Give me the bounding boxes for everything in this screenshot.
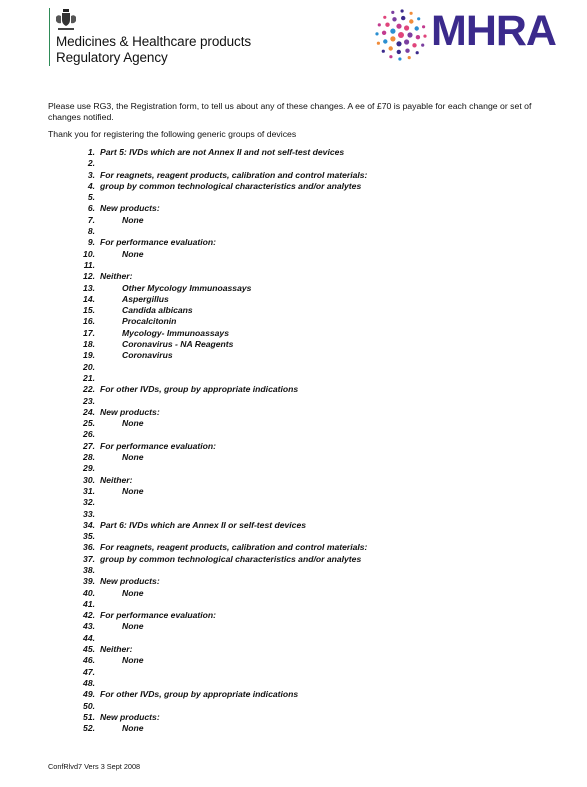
footer-version: ConfRlvd7 Vers 3 Sept 2008 bbox=[48, 762, 141, 771]
royal-coat-of-arms-icon bbox=[54, 8, 78, 32]
list-item-text: For other IVDs, group by appropriate indications bbox=[100, 689, 299, 700]
list-item-text: None bbox=[122, 214, 144, 225]
list-item bbox=[0, 396, 587, 407]
list-item-number: 36. bbox=[83, 542, 95, 553]
logo-dot bbox=[415, 26, 419, 30]
list-item-text: Mycology- Immunoassays bbox=[122, 327, 229, 338]
list-item-text: None bbox=[122, 655, 144, 666]
logo-dot bbox=[383, 16, 386, 19]
list-item-number: 10. bbox=[83, 248, 95, 259]
list-item bbox=[0, 271, 587, 282]
list-item bbox=[0, 305, 587, 316]
list-item bbox=[0, 441, 587, 452]
intro-paragraph: Please use RG3, the Registration form, to tell us about any of these changes. A ee of £70 is payable for each change or set of changes notified. bbox=[48, 101, 532, 122]
list-item bbox=[0, 712, 587, 723]
list-item-text: None bbox=[122, 452, 144, 463]
list-item bbox=[0, 599, 587, 610]
list-item bbox=[0, 723, 587, 734]
logo-dot bbox=[378, 23, 381, 26]
logo-dot bbox=[377, 42, 380, 45]
list-item-number: 51. bbox=[83, 711, 95, 722]
list-item-text: Neither: bbox=[100, 271, 133, 282]
list-item-text: Procalcitonin bbox=[122, 316, 177, 327]
list-item-number: 16. bbox=[83, 316, 95, 327]
list-item bbox=[0, 158, 587, 169]
list-item bbox=[0, 192, 587, 203]
list-item-number: 28. bbox=[83, 452, 95, 463]
list-item bbox=[0, 373, 587, 384]
logo-dot bbox=[405, 49, 409, 53]
list-item bbox=[0, 701, 587, 712]
list-item-number: 21. bbox=[83, 372, 95, 383]
list-item bbox=[0, 531, 587, 542]
list-item bbox=[0, 621, 587, 632]
list-item-number: 24. bbox=[83, 406, 95, 417]
list-item-number: 33. bbox=[83, 508, 95, 519]
list-item-text: Neither: bbox=[100, 644, 133, 655]
list-item-text: Coronavirus bbox=[122, 350, 173, 361]
logo-dot bbox=[416, 35, 420, 39]
logo-dot bbox=[398, 57, 401, 60]
list-item bbox=[0, 463, 587, 474]
list-item-number: 2. bbox=[87, 158, 95, 169]
list-item bbox=[0, 294, 587, 305]
list-item bbox=[0, 418, 587, 429]
list-item-number: 22. bbox=[83, 384, 95, 395]
list-item-number: 13. bbox=[83, 282, 95, 293]
list-item-number: 18. bbox=[83, 339, 95, 350]
list-item bbox=[0, 554, 587, 565]
list-item-text: group by common technological characteristics and/or analytes bbox=[100, 180, 362, 191]
list-item-number: 27. bbox=[83, 440, 95, 451]
logo-dot bbox=[382, 50, 385, 53]
logo-dot bbox=[423, 35, 426, 38]
list-item-number: 3. bbox=[87, 169, 95, 180]
logo-dot bbox=[410, 12, 413, 15]
list-item bbox=[0, 339, 587, 350]
list-item bbox=[0, 226, 587, 237]
list-item-number: 35. bbox=[83, 531, 95, 542]
list-item-text: For other IVDs, group by appropriate indications bbox=[100, 384, 299, 395]
list-item-text: group by common technological characteristics and/or analytes bbox=[100, 553, 362, 564]
list-item-number: 9. bbox=[87, 237, 95, 248]
list-item-text: Part 6: IVDs which are Annex II or self-test devices bbox=[100, 519, 307, 530]
logo-dot bbox=[421, 44, 424, 47]
list-item-text: New products: bbox=[100, 203, 160, 214]
list-item-text: Coronavirus - NA Reagents bbox=[122, 339, 234, 350]
list-item-number: 20. bbox=[83, 361, 95, 372]
list-item bbox=[0, 249, 587, 260]
list-item bbox=[0, 203, 587, 214]
list-item-text: New products: bbox=[100, 406, 160, 417]
list-item-number: 15. bbox=[83, 305, 95, 316]
list-item bbox=[0, 350, 587, 361]
list-item bbox=[0, 565, 587, 576]
list-item-text: For performance evaluation: bbox=[100, 440, 217, 451]
device-group-list bbox=[0, 147, 587, 734]
list-item-number: 19. bbox=[83, 350, 95, 361]
list-item bbox=[0, 633, 587, 644]
list-item-number: 25. bbox=[83, 418, 95, 429]
list-item bbox=[0, 655, 587, 666]
list-item bbox=[0, 407, 587, 418]
list-item-number: 7. bbox=[87, 214, 95, 225]
logo-dot bbox=[396, 24, 401, 29]
list-item-number: 14. bbox=[83, 293, 95, 304]
list-item-text: Aspergillus bbox=[122, 293, 169, 304]
list-item-number: 52. bbox=[83, 723, 95, 734]
logo-dot bbox=[398, 32, 404, 38]
list-item bbox=[0, 316, 587, 327]
header-divider bbox=[49, 8, 50, 66]
list-item-number: 5. bbox=[87, 192, 95, 203]
list-item-number: 43. bbox=[83, 621, 95, 632]
list-item-number: 50. bbox=[83, 700, 95, 711]
logo-dot bbox=[390, 29, 395, 34]
list-item bbox=[0, 644, 587, 655]
logo-dot bbox=[375, 32, 378, 35]
list-item bbox=[0, 147, 587, 158]
list-item bbox=[0, 170, 587, 181]
list-item bbox=[0, 328, 587, 339]
list-item-text: None bbox=[122, 723, 144, 734]
list-item-number: 40. bbox=[83, 587, 95, 598]
thanks-paragraph: Thank you for registering the following generic groups of devices bbox=[48, 129, 297, 139]
logo-dot bbox=[389, 55, 392, 58]
list-item-number: 48. bbox=[83, 677, 95, 688]
list-item-text: None bbox=[122, 621, 144, 632]
list-item-text: None bbox=[122, 248, 144, 259]
logo-dot bbox=[404, 25, 409, 30]
list-item-number: 45. bbox=[83, 644, 95, 655]
list-item-text: Candida albicans bbox=[122, 305, 193, 316]
list-item-number: 44. bbox=[83, 632, 95, 643]
list-item-number: 41. bbox=[83, 598, 95, 609]
list-item bbox=[0, 610, 587, 621]
list-item-number: 29. bbox=[83, 463, 95, 474]
list-item-text: None bbox=[122, 418, 144, 429]
logo-dot bbox=[383, 39, 387, 43]
list-item-text: For performance evaluation: bbox=[100, 610, 217, 621]
list-item-number: 30. bbox=[83, 474, 95, 485]
list-item-number: 46. bbox=[83, 655, 95, 666]
list-item-number: 26. bbox=[83, 429, 95, 440]
logo-dot bbox=[417, 17, 420, 20]
list-item-text: Part 5: IVDs which are not Annex II and not self-test devices bbox=[100, 147, 345, 157]
list-item bbox=[0, 429, 587, 440]
list-item bbox=[0, 486, 587, 497]
list-item-number: 4. bbox=[87, 180, 95, 191]
logo-dot bbox=[408, 56, 411, 59]
list-item-number: 39. bbox=[83, 576, 95, 587]
list-item-number: 31. bbox=[83, 485, 95, 496]
logo-dot bbox=[407, 32, 412, 37]
list-item bbox=[0, 475, 587, 486]
list-item-number: 49. bbox=[83, 689, 95, 700]
list-item-number: 38. bbox=[83, 564, 95, 575]
list-item bbox=[0, 576, 587, 587]
list-item bbox=[0, 678, 587, 689]
logo-dot bbox=[409, 19, 413, 23]
list-item-text: New products: bbox=[100, 576, 160, 587]
logo-dot bbox=[392, 17, 396, 21]
list-item-number: 42. bbox=[83, 610, 95, 621]
logo-dot bbox=[422, 25, 425, 28]
logo-dot bbox=[397, 50, 401, 54]
list-item-number: 12. bbox=[83, 271, 95, 282]
list-item-number: 8. bbox=[87, 226, 95, 237]
list-item-number: 34. bbox=[83, 519, 95, 530]
list-item bbox=[0, 542, 587, 553]
logo-dot bbox=[401, 9, 404, 12]
mhra-logo-text: MHRA bbox=[431, 7, 556, 55]
list-item-number: 17. bbox=[83, 327, 95, 338]
logo-dot bbox=[401, 16, 405, 20]
list-item-number: 47. bbox=[83, 666, 95, 677]
list-item-number: 32. bbox=[83, 497, 95, 508]
list-item bbox=[0, 362, 587, 373]
list-item-text: For reagnets, reagent products, calibration and control materials: bbox=[100, 169, 368, 180]
logo-dot bbox=[390, 36, 395, 41]
logo-dot bbox=[412, 43, 416, 47]
list-item bbox=[0, 667, 587, 678]
logo-dot bbox=[396, 41, 401, 46]
logo-dot bbox=[391, 11, 394, 14]
list-item bbox=[0, 283, 587, 294]
list-item-number: 37. bbox=[83, 553, 95, 564]
list-item bbox=[0, 689, 587, 700]
agency-name-line1: Medicines & Healthcare products bbox=[56, 34, 251, 49]
logo-dot bbox=[382, 31, 386, 35]
list-item bbox=[0, 520, 587, 531]
agency-name-line2: Regulatory Agency bbox=[56, 50, 168, 65]
list-item bbox=[0, 215, 587, 226]
list-item bbox=[0, 384, 587, 395]
list-item-text: New products: bbox=[100, 711, 160, 722]
list-item-text: None bbox=[122, 587, 144, 598]
list-item-number: 23. bbox=[83, 395, 95, 406]
mhra-dot-sphere-icon bbox=[375, 9, 427, 61]
list-item-text: Other Mycology Immunoassays bbox=[122, 282, 252, 293]
list-item bbox=[0, 260, 587, 271]
list-item bbox=[0, 237, 587, 248]
list-item-number: 6. bbox=[87, 203, 95, 214]
logo-dot bbox=[404, 39, 409, 44]
list-item bbox=[0, 497, 587, 508]
logo-dot bbox=[416, 51, 419, 54]
list-item-number: 1. bbox=[87, 147, 95, 157]
list-item-text: Neither: bbox=[100, 474, 133, 485]
list-item bbox=[0, 509, 587, 520]
logo-dot bbox=[389, 46, 393, 50]
list-item-text: None bbox=[122, 485, 144, 496]
list-item bbox=[0, 181, 587, 192]
list-item-text: For reagnets, reagent products, calibration and control materials: bbox=[100, 542, 368, 553]
list-item-text: For performance evaluation: bbox=[100, 237, 217, 248]
list-item-number: 11. bbox=[83, 259, 95, 270]
list-item bbox=[0, 588, 587, 599]
logo-dot bbox=[385, 23, 389, 27]
list-item bbox=[0, 452, 587, 463]
